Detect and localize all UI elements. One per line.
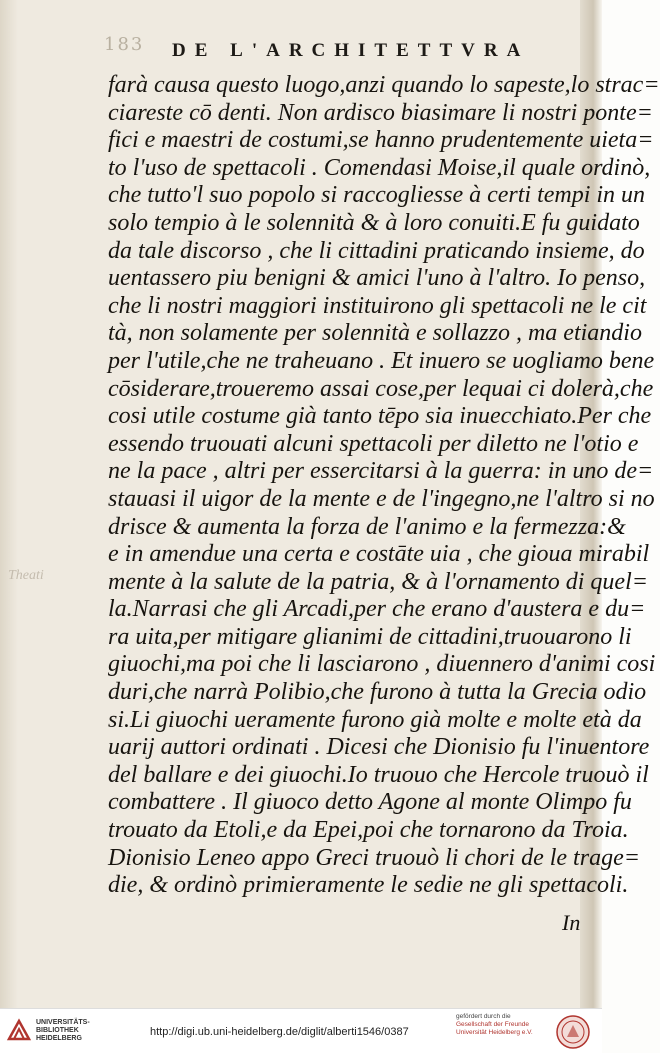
permalink-url[interactable]: http://digi.ub.uni-heidelberg.de/diglit/alberti1546/0387 (150, 1026, 409, 1038)
text-line: to l'uso de spettacoli . Comendasi Moise,il quale ordinò, (108, 154, 651, 181)
text-line: tà, non solamente per solennità e sollazzo , ma etiandio (108, 320, 642, 347)
page-gutter (0, 0, 18, 1008)
text-line: farà causa questo luogo,anzi quando lo sapeste,lo strac= (108, 72, 660, 98)
sponsor-credit[interactable] (456, 1013, 548, 1037)
text-line: cosi utile costume già tanto tēpo sia inuecchiato.Per che (108, 403, 652, 430)
library-logo-icon[interactable] (6, 1017, 32, 1043)
body-text (108, 72, 660, 900)
text-line: che tutto'l suo popolo si raccogliesse à certi tempi in un (108, 182, 646, 209)
text-line: uentassero piu benigni & amici l'uno à l'altro. Io penso, (108, 265, 646, 292)
text-line: ne la pace , altri per essercitarsi à la guerra: in uno de= (108, 458, 654, 485)
text-line: essendo truouati alcuni spettacoli per diletto ne l'otio e (108, 430, 639, 457)
library-name[interactable] (36, 1019, 96, 1043)
university-seal-icon (556, 1015, 590, 1049)
text-line: combattere . Il giuoco detto Agone al monte Olimpo fu (108, 789, 632, 816)
text-line: e in amendue una certa e costāte uia , che gioua mirabil (108, 541, 650, 568)
library-name-line: HEIDELBERG (36, 1035, 82, 1042)
text-line: fici e maestri de costumi,se hanno prudentemente uieta= (108, 127, 654, 154)
library-name-line: UNIVERSITÄTS- (36, 1019, 90, 1026)
text-line: solo tempio à le solennità & à loro conuiti.E fu guidato (108, 209, 640, 236)
text-line: stauasi il uigor de la mente e de l'ingegno,ne l'altro si no (108, 485, 655, 512)
margin-note: Theati (8, 568, 44, 583)
text-line: per l'utile,che ne traheuano . Et inuero se uogliamo bene (108, 347, 655, 374)
running-head: DE L'ARCHITETTVRA (172, 40, 530, 61)
text-line: duri,che narrà Polibio,che furono à tutta la Grecia odio (108, 679, 647, 706)
text-line: trouato da Etoli,e da Epei,poi che tornarono da Troia. (108, 817, 629, 844)
sponsor-org: Gesellschaft der Freunde (456, 1021, 529, 1028)
text-line: che li nostri maggiori instituirono gli spettacoli ne le cit (108, 292, 647, 319)
text-line: cōsiderare,troueremo assai cose,per lequai ci dolerà,che (108, 375, 654, 402)
sponsor-org: Universität Heidelberg e.V. (456, 1029, 533, 1036)
sponsor-label: gefördert durch die (456, 1013, 511, 1020)
text-line: giuochi,ma poi che li lasciarono , diuennero d'animi cosi (108, 651, 656, 678)
text-line: Dionisio Leneo appo Greci truouò li chori de le trage= (108, 844, 640, 871)
text-line: die, & ordinò primieramente le sedie ne gli spettacoli. (108, 872, 629, 899)
text-line: ra uita,per mitigare glianimi de cittadini,truouarono li (108, 623, 632, 650)
text-line: del ballare e dei giuochi.Io truouo che Hercole truouò il (108, 761, 649, 788)
text-line: da tale discorso , che li cittadini praticando insieme, do (108, 237, 645, 264)
text-line: ciareste cō denti. Non ardisco biasimare li nostri ponte= (108, 99, 653, 126)
text-line: mente à la salute de la patria, & à l'ornamento di quel= (108, 568, 648, 595)
page-number: 183 (104, 34, 145, 55)
text-line: si.Li giuochi ueramente furono già molte e molte età da (108, 706, 642, 733)
library-name-line: BIBLIOTHEK (36, 1027, 79, 1034)
text-line: drisce & aumenta la forza de l'animo e la fermezza:& (108, 513, 626, 540)
catchword: In (562, 910, 581, 935)
footer-bar (0, 1008, 602, 1053)
text-line: la.Narrasi che gli Arcadi,per che erano d'austera e du= (108, 596, 646, 623)
text-line: uarij auttori ordinati . Dicesi che Dionisio fu l'inuentore (108, 734, 650, 761)
